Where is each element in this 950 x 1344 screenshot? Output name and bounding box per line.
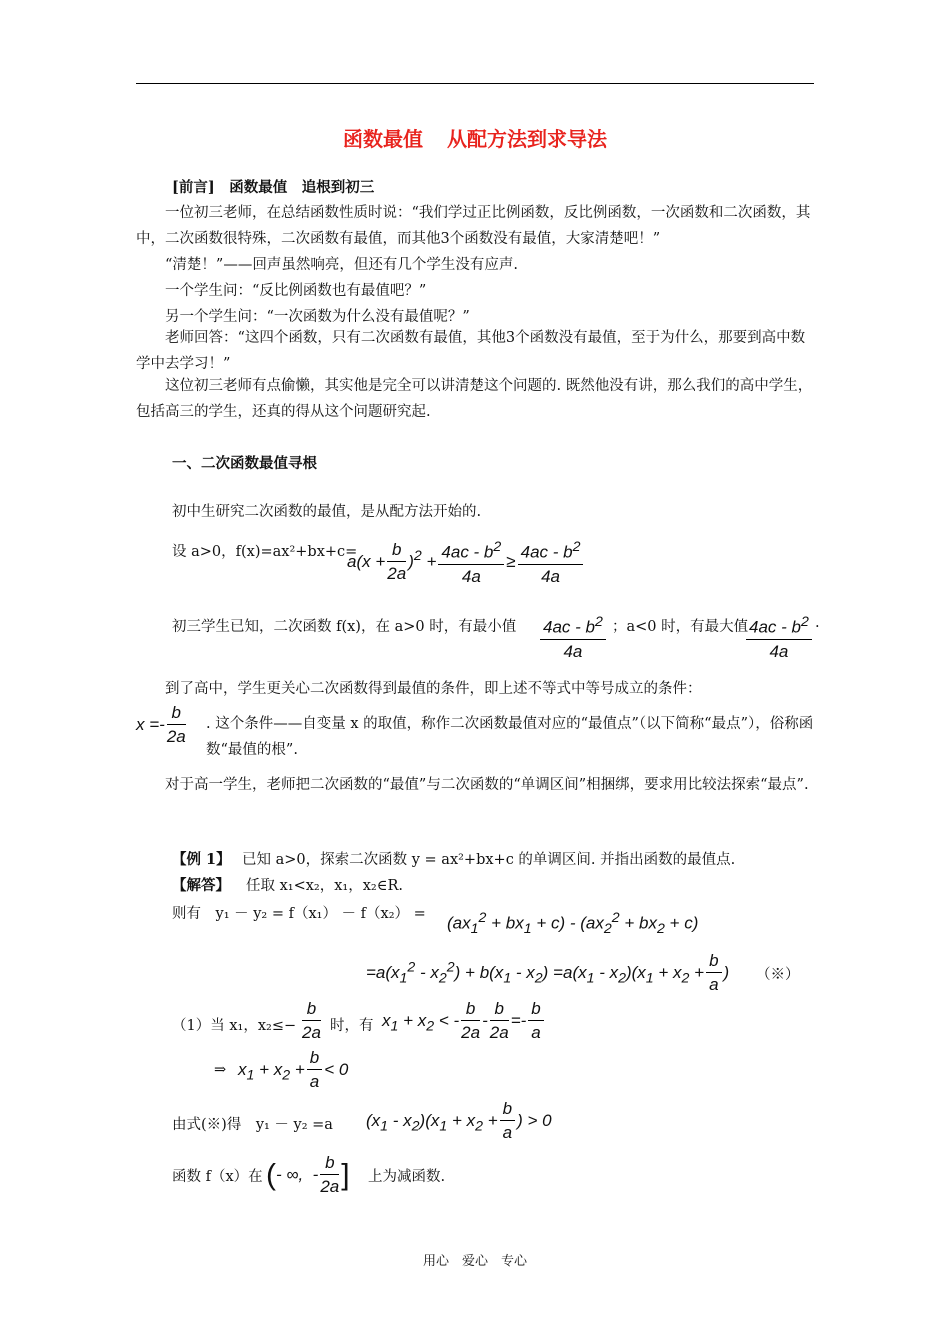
decreasing-interval: (- ∞, - $\frac{b}{2a}$ ] (266, 1153, 350, 1196)
case1-text-b: 时，有 (330, 1018, 374, 1034)
set-prefix: 设 a>0，f(x)=ax²+bx+c= (172, 544, 358, 560)
decreasing-text-a: 函数 f（x）在 (172, 1169, 263, 1185)
page-title (0, 123, 950, 152)
section1-p2b: ；a<0 时，有最大值 (612, 619, 749, 635)
section1-p3: 到了高中，学生更关心二次函数得到最值的条件，即上述不等式中等号成立的条件： (165, 681, 702, 697)
min-value-formula: $\frac{4ac - b^2}{4a}$ (538, 611, 608, 664)
preface-p5: 老师回答：“这四个函数，只有二次函数有最值，其他3个函数没有最值，至于为什么，那要到高中数学中去学习！” (136, 330, 806, 372)
preface-heading: [前言] 函数最值 追根到初三 (172, 179, 375, 196)
page-footer: 用心 爱心 专心 (422, 1254, 527, 1269)
difference-line: 则有 y₁ － y₂ = f（x₁） － f（x₂） = (172, 906, 426, 922)
factored-difference: $=a(x_1^2 - x_2^2) + b(x_1 - x_2) =a(x_1 - x_2)(x_1 + x_2$ + $\frac{b}{a}$ ) (366, 951, 730, 994)
decreasing-text-b: 上为减函数. (368, 1169, 446, 1185)
preface-p3: 一个学生问：“反比例函数也有最值吧？” (165, 283, 427, 299)
header-rule (136, 83, 814, 84)
implies-symbol: ⇒ (214, 1062, 227, 1078)
section1-p1: 初中生研究二次函数的最值，是从配方法开始的. (172, 504, 482, 520)
section1-p3b: . 这个条件——自变量 x 的取值，称作二次函数最值对应的“最值点”（以下简称“最点”），俗称函数“最值的根”. (206, 716, 814, 758)
vertex-x-formula: x =- $\frac{b}{2a}$ (136, 703, 186, 746)
implies-inequality: $x_1 + x_2$ + $\frac{b}{a}$ < 0 (238, 1048, 349, 1091)
sign-conclusion: $(x_1 - x_2)(x_1 + x_2$ + $\frac{b}{a}$ ) > 0 (366, 1099, 552, 1142)
section1-p4: 对于高一学生，老师把二次函数的“最值”与二次函数的“单调区间”相捆绑，要求用比较法探索“最点”. (165, 777, 809, 793)
max-value-formula: $\frac{4ac - b^2}{4a}$ (744, 611, 814, 664)
section1-p2-end: . (815, 615, 820, 631)
example-text: 已知 a>0，探索二次函数 y = ax²+bx+c 的单调区间. 并指出函数的最值点. (242, 852, 736, 868)
preface-p2: “清楚！”——回声虽然响亮，但还有几个学生没有应声. (165, 257, 518, 273)
preface-p6: 这位初三老师有点偷懒，其实他是完全可以讲清楚这个问题的. 既然他没有讲，那么我们的高中学生，包括高三的学生，还真的得从这个问题研究起. (136, 378, 813, 420)
reference-mark: （※） (756, 967, 800, 983)
preface-p4: 另一个学生问：“一次函数为什么没有最值呢？” (165, 309, 470, 325)
case1-text: （1）当 x₁，x₂≤− (172, 1018, 297, 1034)
from-equation: 由式(※)得 y₁ － y₂ =a (172, 1117, 333, 1133)
case1-inequality: $x_1 + x_2$ < - $\frac{b}{2a}$ - $\frac{b}{2a}$ =- $\frac{b}{a}$ (382, 998, 546, 1045)
section1-heading: 一、二次函数最值寻根 (172, 455, 317, 472)
difference-expansion: $(ax_1^2 + bx_1 + c) - (ax_2^2 + bx_2 + c)$ (447, 910, 699, 938)
answer-text: 任取 x₁<x₂，x₁，x₂∈R. (246, 878, 403, 894)
answer-label: 【解答】 (172, 877, 230, 894)
example-label: 【例 1】 (172, 851, 231, 868)
section1-p2a: 初三学生已知，二次函数 f(x)，在 a>0 时，有最小值 (172, 619, 517, 635)
vertex-form-formula: a(x + $\frac{b}{2a}$ )$^2$ + $\frac{4ac - b^2}{4a}$ ≥ $\frac{4ac - b^2}{4a}$ (347, 536, 585, 589)
case1-bound: $\frac{b}{2a}$ (302, 999, 321, 1042)
preface-p1: 一位初三老师，在总结函数性质时说：“我们学过正比例函数，反比例函数，一次函数和二次函数，其中，二次函数很特殊，二次函数有最值，而其他3个函数没有最值，大家清楚吧！” (136, 205, 811, 247)
title-part1: 函数最值 (343, 127, 423, 151)
title-part2: 从配方法到求导法 (447, 127, 607, 151)
